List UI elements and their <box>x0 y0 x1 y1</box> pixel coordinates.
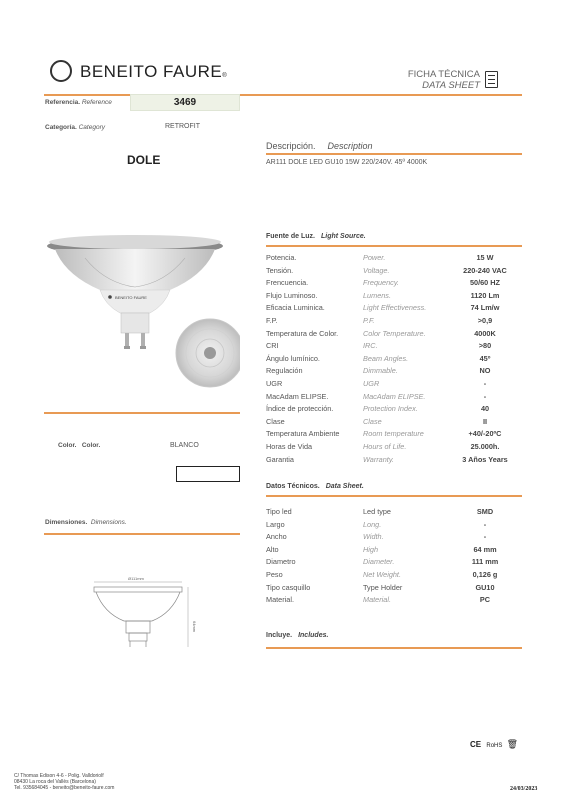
row-value: 220-240 VAC <box>463 265 507 275</box>
row-label-es: Peso <box>266 570 283 579</box>
row-label-en: Led type <box>363 507 391 516</box>
row-label-en: High <box>363 544 379 554</box>
table-row <box>266 291 521 304</box>
light-source-title: Fuente de Luz. Light Source. <box>266 233 366 240</box>
footer-address: C/ Thomas Edison 4-6 - Polig. Valldoriolf 08430 La roca del Vallès (Barcelona) Tel. 935684045 - beneito@beneito-faure.com <box>14 773 115 792</box>
row-label-es: CRI <box>266 341 279 351</box>
row-label-es: Potencia. <box>266 253 297 262</box>
row-label-en: Power. <box>363 253 386 262</box>
reference-label: Referencia. Reference <box>45 99 112 106</box>
row-label-es: UGR <box>266 379 283 388</box>
table-row <box>266 379 521 392</box>
data-sheet-title: Datos Técnicos. Data Sheet. <box>266 483 364 490</box>
table-row <box>266 266 521 279</box>
row-value: 111 mm <box>471 557 499 567</box>
row-label-en: IRC. <box>363 341 378 351</box>
table-row <box>266 532 521 545</box>
table-row <box>266 429 521 442</box>
color-swatch <box>176 466 240 482</box>
table-row <box>266 595 521 608</box>
product-model: DOLE <box>127 153 161 167</box>
row-value: 15 W <box>476 253 494 262</box>
row-value: 64 mm <box>473 544 497 554</box>
dimensions-label: Dimensiones. Dimensions. <box>45 519 127 526</box>
row-label-es: Ángulo lumínico. <box>266 353 320 363</box>
table-row <box>266 366 521 379</box>
row-label-es: Eficacia Luminica. <box>266 303 325 313</box>
reference-value: 3469 <box>130 94 240 111</box>
certifications <box>470 739 518 750</box>
row-label-es: Clase <box>266 416 285 426</box>
brand-logo-icon <box>50 60 72 82</box>
row-value: +40/-20ºC <box>468 429 502 439</box>
row-label-en: Lumens. <box>363 290 391 300</box>
row-label-es: Temperatura de Color. <box>266 328 339 338</box>
includes-divider <box>266 647 522 649</box>
row-value: 0,126 g <box>472 570 498 579</box>
category-value: RETROFIT <box>165 123 200 130</box>
table-row <box>266 341 521 354</box>
row-label-es: Garantia <box>266 454 294 464</box>
table-row <box>266 392 521 405</box>
table-row <box>266 583 521 596</box>
row-label-es: Largo <box>266 519 285 529</box>
description-divider <box>266 153 522 155</box>
row-value: 74 Lm/w <box>470 303 500 313</box>
light-source-divider <box>266 245 522 247</box>
row-value: - <box>483 519 487 529</box>
brand-name: BENEITO FAURE® <box>80 62 228 81</box>
table-row <box>266 253 521 266</box>
row-label-en: Diameter. <box>363 557 395 567</box>
dimensions-divider <box>44 533 240 535</box>
ce-mark-icon: CE <box>470 740 482 749</box>
table-row <box>266 557 521 570</box>
ficha-tecnica-title: FICHA TÉCNICA DATA SHEET <box>407 69 480 91</box>
row-label-en: Material. <box>363 595 391 605</box>
table-row <box>266 455 521 468</box>
row-value: GU10 <box>475 582 495 592</box>
drawing-width-label: Ø111mm <box>128 576 144 581</box>
row-label-en: Net Weight. <box>363 570 401 579</box>
includes-title: Incluye. Includes. <box>266 632 329 639</box>
category-label: Categoría. Category <box>45 124 105 131</box>
row-label-es: Tipo led <box>266 507 292 516</box>
drawing-height-label: 64mm <box>192 621 197 633</box>
row-value: - <box>483 532 487 542</box>
row-value: 50/60 HZ <box>469 278 500 288</box>
row-label-es: F.P. <box>266 316 278 325</box>
product-image <box>45 225 240 395</box>
row-label-en: Frequency. <box>363 278 399 288</box>
row-label-en: Long. <box>363 519 382 529</box>
row-value: 1120 Lm <box>470 290 500 300</box>
row-label-es: Tipo casquillo <box>266 582 311 592</box>
row-label-es: Horas de Vida <box>266 442 313 451</box>
row-value: >80 <box>478 341 492 351</box>
row-label-en: Warranty. <box>363 454 394 464</box>
row-label-en: Protection Index. <box>363 404 418 414</box>
row-value: II <box>482 416 488 426</box>
row-label-es: Índice de protección. <box>266 404 334 414</box>
footer-date: 24/03/2023 <box>510 786 538 792</box>
table-row <box>266 354 521 367</box>
table-row <box>266 278 521 291</box>
row-label-es: Ancho <box>266 532 287 542</box>
weee-bin-icon: 🗑 <box>506 739 519 749</box>
lamp-brand-text: BENEITO FAURE <box>115 295 147 300</box>
document-icon <box>485 71 498 88</box>
table-row <box>266 316 521 329</box>
image-divider <box>44 412 240 414</box>
row-label-en: Hours of Life. <box>363 442 407 451</box>
row-label-en: Color Temperature. <box>363 328 426 338</box>
table-row <box>266 507 521 520</box>
row-label-en: Width. <box>363 532 384 542</box>
row-label-es: Diametro <box>266 557 296 567</box>
description-text: AR111 DOLE LED GU10 15W 220/240V. 45º 4000K <box>266 159 428 166</box>
table-row <box>266 329 521 342</box>
row-label-es: Frencuencia. <box>266 278 309 288</box>
row-label-en: MacAdam ELIPSE. <box>363 391 426 401</box>
row-label-en: Light Effectiveness. <box>363 303 427 313</box>
table-row <box>266 442 521 455</box>
table-row <box>266 545 521 558</box>
row-label-es: Material. <box>266 595 294 605</box>
rohs-badge: RoHS <box>486 743 503 749</box>
row-value: NO <box>479 366 491 376</box>
table-row <box>266 570 521 583</box>
color-value: BLANCO <box>170 442 199 449</box>
row-value: 40 <box>480 404 490 414</box>
row-label-en: UGR <box>363 379 380 388</box>
table-row <box>266 417 521 430</box>
row-label-en: Dimmable. <box>363 366 398 376</box>
row-value: - <box>483 379 487 388</box>
header-divider <box>44 94 522 96</box>
row-label-es: Tensión. <box>266 265 294 275</box>
row-label-en: Type Holder <box>363 582 403 592</box>
row-value: 3 Años Years <box>462 454 508 464</box>
row-label-en: Beam Angles. <box>363 353 409 363</box>
row-label-en: Clase <box>363 416 382 426</box>
row-label-en: Room temperature <box>363 429 424 439</box>
dimension-drawing <box>90 575 210 655</box>
row-label-en: P.F. <box>363 316 375 325</box>
row-value: - <box>483 391 487 401</box>
row-value: 25.000h. <box>470 442 500 451</box>
data-sheet-divider <box>266 495 522 497</box>
table-row <box>266 303 521 316</box>
table-row <box>266 404 521 417</box>
color-label: Color. Color. <box>58 442 101 449</box>
row-value: 4000K <box>474 328 496 338</box>
row-value: >0,9 <box>477 316 493 325</box>
row-value: SMD <box>476 507 494 516</box>
row-label-es: Temperatura Ambiente <box>266 429 340 439</box>
row-label-es: Alto <box>266 544 279 554</box>
table-row <box>266 520 521 533</box>
row-value: 45º <box>479 353 491 363</box>
row-label-es: MacAdam ELIPSE. <box>266 391 329 401</box>
description-title: Descripción. Description <box>266 141 373 151</box>
row-label-es: Regulación <box>266 366 303 376</box>
row-label-en: Voltage. <box>363 265 390 275</box>
row-label-es: Flujo Luminoso. <box>266 290 318 300</box>
row-value: PC <box>479 595 491 605</box>
